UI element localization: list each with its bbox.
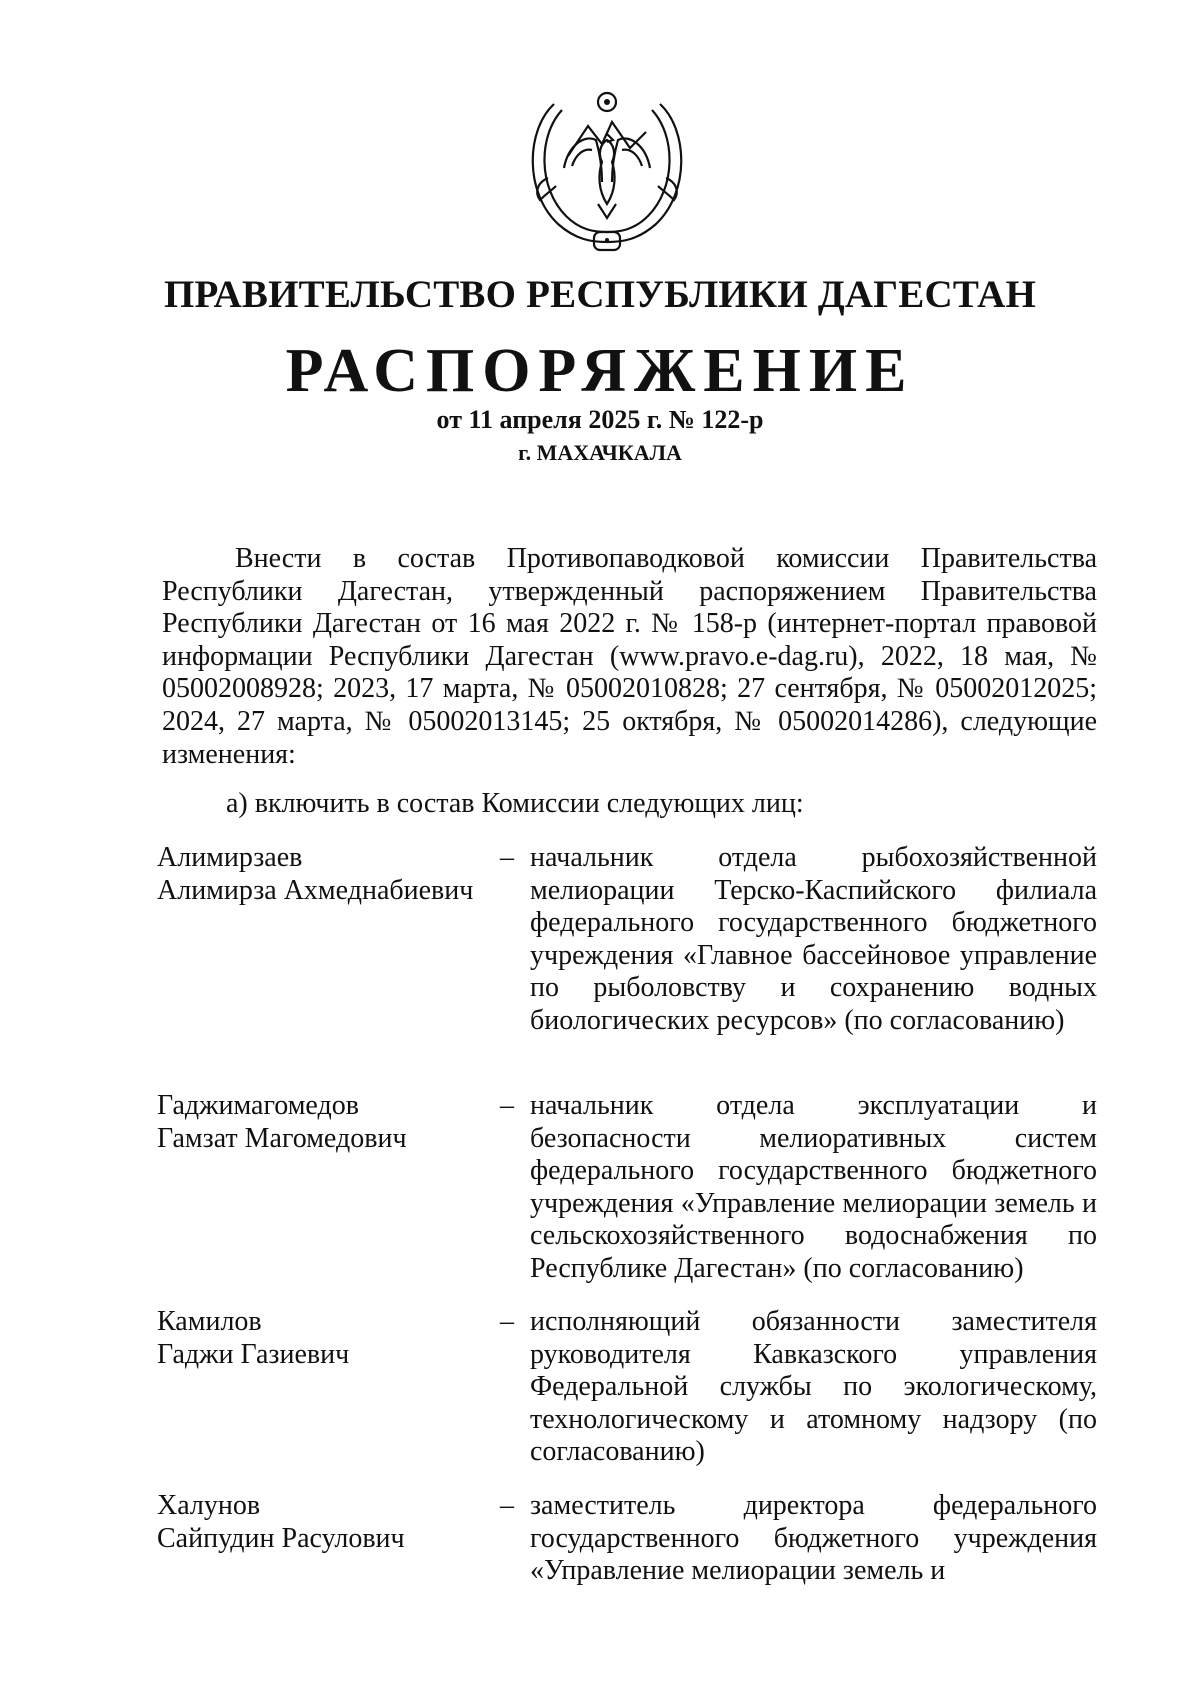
intro-paragraph: Внести в состав Противопаводковой комиссии Правительства Республики Дагестан, утвержденный распоряжением Правительства Республики Дагестан от 16 мая 2022 г. № 158-р (интернет-портал правовой информации Республики Дагестан (www.pravo.e-dag.ru), 2022, 18 мая, № 05002008928; 2023, 17 марта, № 05002010828; 27 сентября, № 05002012025; 2024, 27 марта, № 05002013145; 25 октября, № 05002014286), следующие изменения:: [162, 543, 1097, 770]
member-given-name: Гамзат Магомедович: [157, 1122, 407, 1154]
member-surname: Камилов: [157, 1306, 262, 1337]
member-role: заместитель директора федерального государственного бюджетного учреждения «Управление мелиорации земель и: [530, 1490, 1097, 1586]
government-title: ПРАВИТЕЛЬСТВО РЕСПУБЛИКИ ДАГЕСТАН: [163, 273, 1037, 316]
member-name: [157, 1090, 497, 1155]
member-name: [157, 1306, 497, 1371]
member-role: исполняющий обязанности заместителя руководителя Кавказского управления Федеральной службы по экологическому, технологическому и атомному надзору (по согласованию): [530, 1306, 1097, 1467]
dash: –: [500, 1306, 514, 1337]
dagestan-coat-of-arms-icon: [518, 82, 696, 258]
dash: –: [500, 842, 514, 873]
member-name: [157, 1490, 497, 1555]
dash: –: [500, 1090, 514, 1121]
subpoint-a: а) включить в состав Комиссии следующих лиц:: [226, 788, 804, 819]
member-given-name: Гаджи Газиевич: [157, 1338, 350, 1370]
document-date-number: от 11 апреля 2025 г. № 122-р: [436, 405, 764, 434]
member-surname: Алимирзаев: [157, 842, 303, 873]
member-given-name: Алимирза Ахмеднабиевич: [157, 874, 474, 906]
document-city: г. МАХАЧКАЛА: [518, 440, 682, 465]
member-name: [157, 842, 497, 907]
member-role: начальник отдела рыбохозяйственной мелиорации Терско-Каспийского филиала федерального государственного бюджетного учреждения «Главное бассейновое управление по рыболовству и сохранению водных биологических ресурсов» (по согласованию): [530, 842, 1097, 1036]
member-surname: Гаджимагомедов: [157, 1090, 359, 1121]
member-role: начальник отдела эксплуатации и безопасности мелиоративных систем федерального государственного бюджетного учреждения «Управление мелиорации земель и сельскохозяйственного водоснабжения по Республике Дагестан» (по согласованию): [530, 1090, 1097, 1284]
dash: –: [500, 1490, 514, 1521]
document-type: РАСПОРЯЖЕНИЕ: [285, 337, 915, 405]
member-given-name: Сайпудин Расулович: [157, 1522, 405, 1554]
member-surname: Халунов: [157, 1490, 261, 1521]
